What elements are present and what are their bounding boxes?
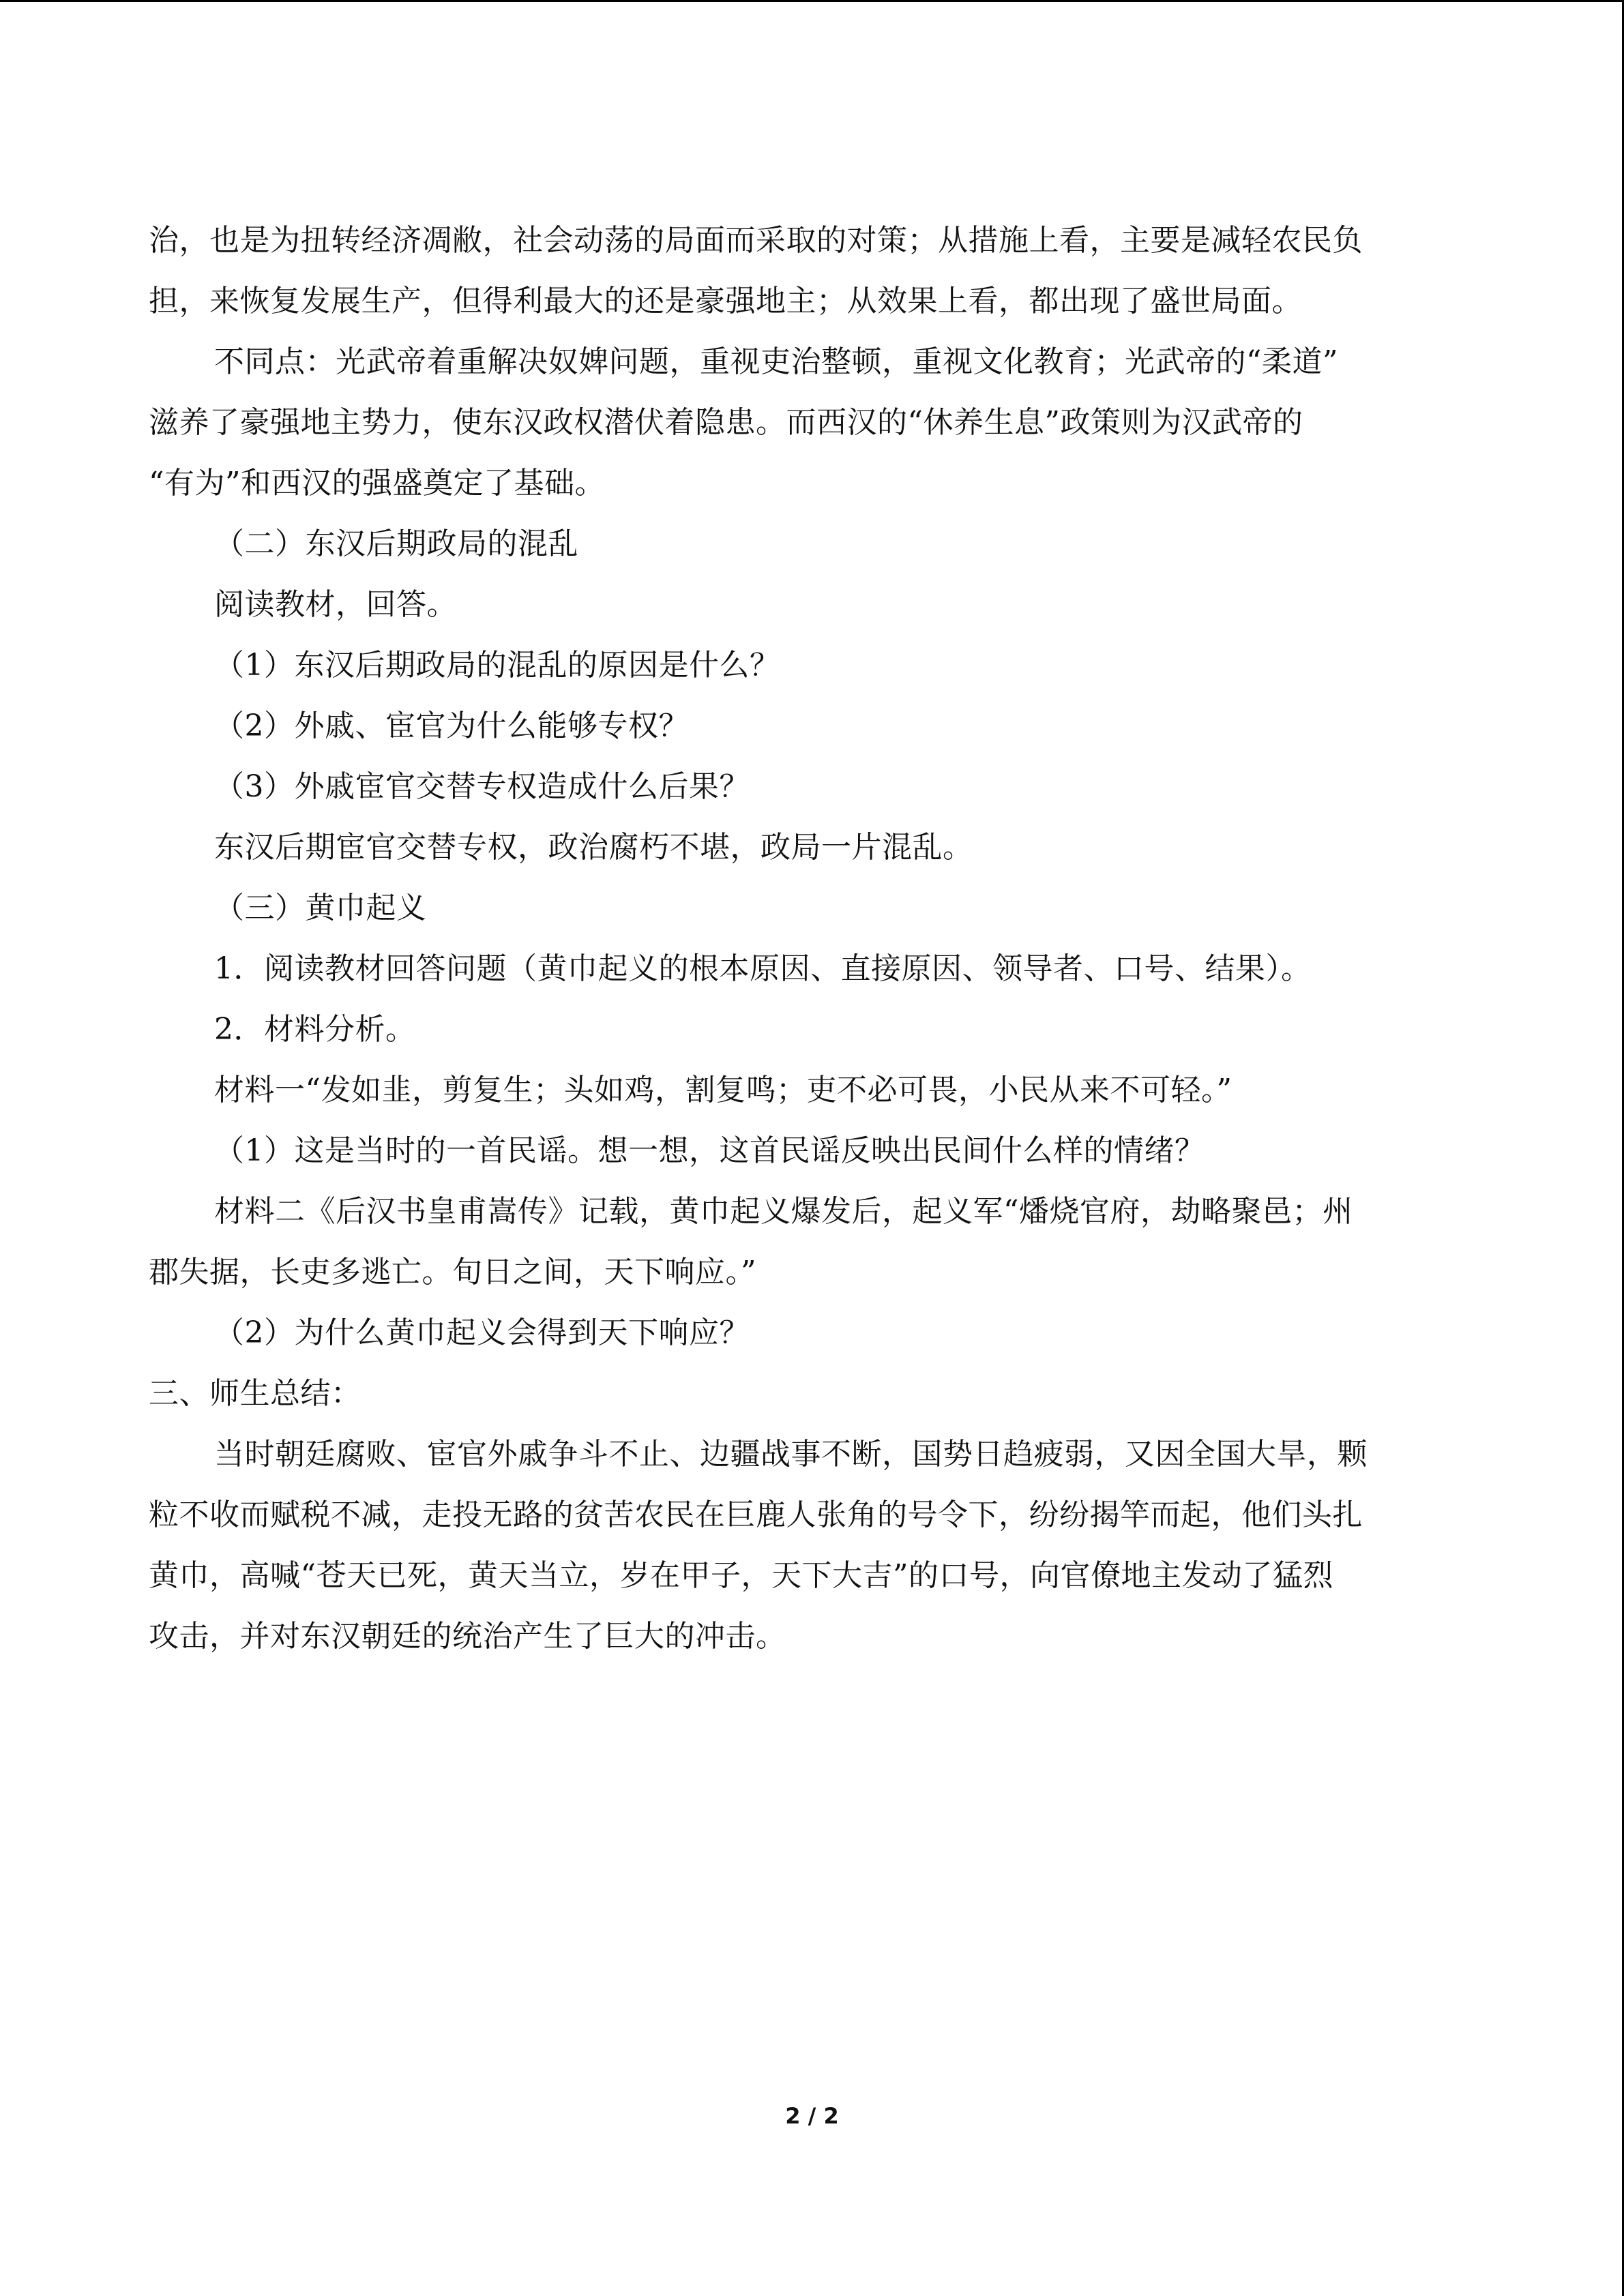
question-item: （2）外戚、宦官为什么能够专权？ bbox=[214, 709, 689, 743]
question-item: （3）外戚宦官交替专权造成什么后果？ bbox=[214, 769, 750, 804]
question-item: （1）这是当时的一首民谣。想一想，这首民谣反映出民间什么样的情绪？ bbox=[214, 1133, 1205, 1168]
paragraph-line: 攻击，并对东汉朝廷的统治产生了巨大的冲击。 bbox=[149, 1619, 786, 1654]
paragraph-line: 不同点：光武帝着重解决奴婢问题，重视吏治整顿，重视文化教育；光武帝的“柔道” bbox=[214, 344, 1338, 379]
question-item: （2）为什么黄巾起义会得到天下响应？ bbox=[214, 1315, 750, 1350]
list-item: 1．阅读教材回答问题（黄巾起义的根本原因、直接原因、领导者、口号、结果）。 bbox=[214, 951, 1312, 986]
material-quote: 材料二《后汉书皇甫嵩传》记载，黄巾起义爆发后，起义军“燔烧官府，劫略聚邑；州 bbox=[214, 1194, 1353, 1229]
paragraph-line: 东汉后期宦官交替专权，政治腐朽不堪，政局一片混乱。 bbox=[214, 830, 973, 865]
section-heading: （三）黄巾起义 bbox=[214, 891, 427, 925]
section-heading: 三、师生总结： bbox=[149, 1376, 361, 1411]
material-quote: 材料一“发如韭，剪复生；头如鸡，割复鸣；吏不必可畏，小民从来不可轻。” bbox=[214, 1073, 1232, 1107]
paragraph-line: 黄巾，高喊“苍天已死，黄天当立，岁在甲子，天下大吉”的口号，向官僚地主发动了猛烈 bbox=[149, 1558, 1333, 1593]
document-body bbox=[149, 210, 1458, 1667]
paragraph-line: “有为”和西汉的强盛奠定了基础。 bbox=[149, 466, 605, 501]
list-item: 2．材料分析。 bbox=[214, 1012, 416, 1047]
page-number: 2 / 2 bbox=[785, 2103, 839, 2129]
paragraph-line: 治，也是为扭转经济凋敝，社会动荡的局面而采取的对策；从措施上看，主要是减轻农民负 bbox=[149, 223, 1363, 258]
question-item: （1）东汉后期政局的混乱的原因是什么？ bbox=[214, 648, 780, 683]
material-quote: 郡失据，长吏多逃亡。旬日之间，天下响应。” bbox=[149, 1255, 756, 1289]
paragraph-line: 粒不收而赋税不减，走投无路的贫苦农民在巨鹿人张角的号令下，纷纷揭竿而起，他们头扎 bbox=[149, 1497, 1363, 1532]
paragraph-line: 滋养了豪强地主势力，使东汉政权潜伏着隐患。而西汉的“休养生息”政策则为汉武帝的 bbox=[149, 405, 1303, 440]
paragraph-line: 当时朝廷腐败、宦官外戚争斗不止、边疆战事不断，国势日趋疲弱，又因全国大旱，颗 bbox=[214, 1437, 1368, 1472]
section-heading: （二）东汉后期政局的混乱 bbox=[214, 526, 578, 561]
paragraph-line: 担，来恢复发展生产，但得利最大的还是豪强地主；从效果上看，都出现了盛世局面。 bbox=[149, 284, 1302, 318]
paragraph-line: 阅读教材，回答。 bbox=[214, 587, 457, 622]
